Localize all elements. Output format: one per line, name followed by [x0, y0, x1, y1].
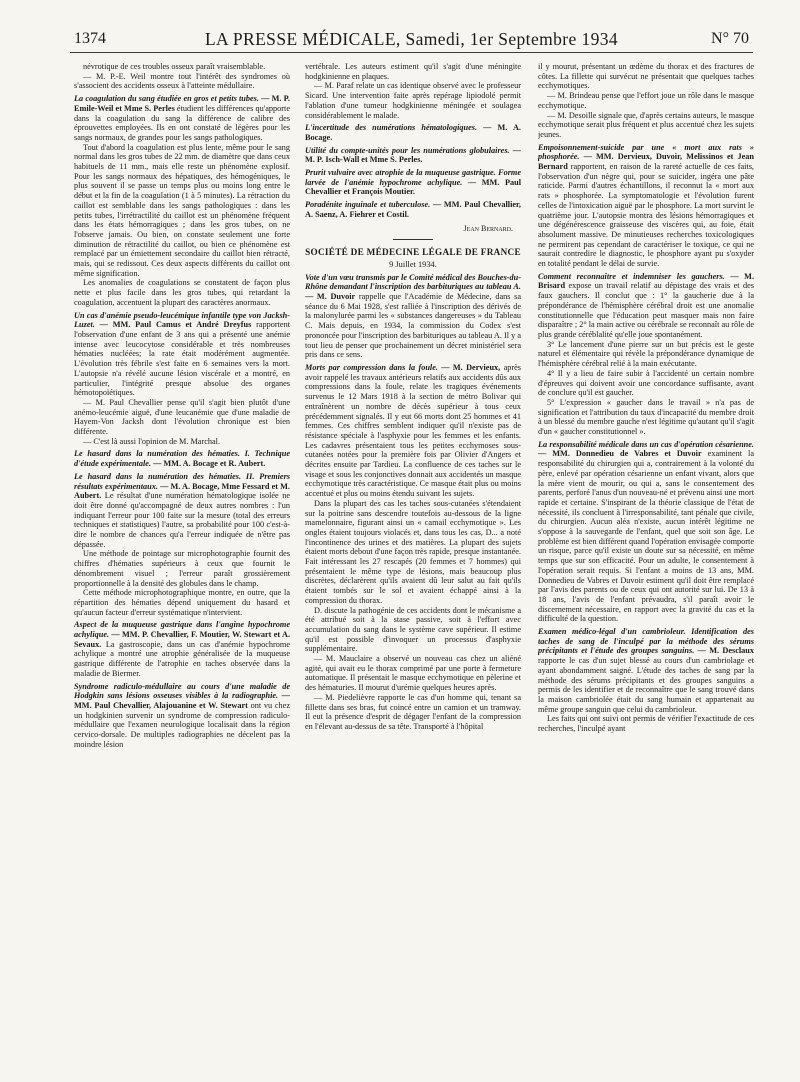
article-authors: — MM. Donnedieu de Vabres et Duvoir [538, 449, 702, 459]
article-body: expose un travail relatif au dépistage des vrais et des faux gauchers. Il conclut que : 1° la gaucherie due à la prépondérance de l'hémisphère cérébral droit est une anomalie constitutionnelle que l'éducation peut masquer mais non faire disparaître ; 2° la main active ou cérébrale se reconnaît au rôle de plus grande céréblalité qu'elle joue spontanément. [538, 281, 754, 339]
article-title: Poradénite inguinale et tuberculose. [305, 200, 431, 210]
text-paragraph: il y mourut, présentant un œdème du thorax et des fractures de côtes. La fillette qui survécut ne présentait que quelques taches ecchymotiques. [538, 62, 754, 91]
text-paragraph: — M. Paraf relate un cas identique observé avec le professeur Sicard. Une intervention faite après repérage lipiodolé permit l'ablation d'une tumeur hodgkinienne méningée et soulagea considérablement le malade. [305, 81, 521, 120]
article-body: rapportent l'observation d'une enfant de 3 ans qui a présenté une anémie intense avec leucocytose considérable et très nombreuses hématies nucléées; la rate était modérément augmentée. L'évolution très fébrile s'est faite en 6 semaines vers la mort. L'autopsie n'a révélé aucune lésion viscérale et a montré, en particulier, l'intégrité presque absolue des organes hémotopoïétiques. [74, 320, 290, 398]
article-authors: — M. Brisard [538, 271, 754, 291]
article-title: Le hasard dans la numération des hématies. II. Premiers résultats expérimentaux. [74, 471, 290, 491]
article-title: Prurit vulvaire avec atrophie de la muqueuse gastrique. Forme larvée de l'anémie hypochrome achylique. [305, 168, 521, 187]
column-2 [305, 62, 521, 1072]
article-authors: — M. Duvoir [305, 292, 356, 302]
article-title: La coagulation du sang étudiée en gros et petits tubes. [74, 94, 259, 104]
text-paragraph: 4° Il y a lieu de faire subir à l'accidenté un certain nombre d'épreuves qui doivent avoir une concordance suffisante, avant de conclure qu'il est gaucher. [538, 368, 754, 398]
article-body: Le résultat d'une numération hématologique isolée ne doit être donné qu'accompagné de deux autres nombres : l'un indiquant l'erreur pour 100 faite sur la mesure (total des erreurs techniques et statistiques) l'autre, sa probabilité pour 100 c'est-à-dire le nombre de chances qu'a l'erreur indiquée de n'être pas dépassée. [74, 491, 290, 549]
article-body: après avoir rappelé les travaux antérieurs relatifs aux accidents dûs aux compressions dans la foule, relate les tragiques événements survenus le 12 Mars 1918 à la section de métro Bolivar qui entraînèrent un nombre de décès supérieur à tous ceux précédemment signalés. Il y eut 66 morts dont 25 hommes et 41 femmes. Ces chiffres semblent indiquer qu'il n'existe pas de résistance spéciale à l'asphyxie pour les femmes et les enfants. Les cadavres présentaient tous les petites ecchymoses sous-cutanées notées pour la première fois par Olivier d'Angers et décrites ensuite par Tardieu. La confluence de ces taches sur le visage et sous les conjonctives donnait aux accidentés un masque ecchymotique très caractéristique. Ce masque était plus ou moins accentué et plus ou moins étendu suivant les sujets. [305, 362, 521, 499]
text-paragraph: 3° Le lancement d'une pierre sur un but précis est le geste naturel et élémentaire qui révèle la prépondérance dynamique de l'hémisphère cérébral relié à la main exécutante. [538, 339, 754, 369]
article-paragraph [538, 627, 754, 714]
page-number: 1374 [74, 30, 106, 47]
article-paragraph [538, 143, 754, 269]
article-title: Syndrome radiculo-médullaire au cours d'une maladie de Hodgkin sans lésions osseuses visibles à la radiographie. [74, 681, 290, 701]
article-authors: — M. A. Bocage, Mme Fessard et M. Aubert. [74, 481, 290, 501]
article-body: rappelle que l'Académie de Médecine, dans sa séance du 6 Mai 1928, s'est ralliée à l'inscription des dérivés de la malonylurée parmi les « substances dangereuses » du Tableau C. Mais depuis, en 1934, la commission du Codex s'est prononcée pour l'inscription des barbituriques au tableau A. Il y a tout lieu de penser que prochainement un décret ministériel sera pris dans ce sens. [305, 292, 521, 360]
column-2-society-a [305, 62, 521, 220]
text-paragraph: — M. Piedelièvre rapporte le cas d'un homme qui, tenant sa fillette dans ses bras, fut coincé entre un camion et un tramway. Il eut la présence d'esprit de dégager l'enfant de la compression en l'élevant au-dessus de sa tête. Transporté à l'hôpital [305, 692, 521, 731]
article-paragraph [305, 168, 521, 197]
article-body: étudient les différences qu'apporte dans la coagulation du sang la différence de calibre des éprouvettes employées. Ils en ont constaté de légères pour les sangs normaux, de grandes pour les sangs pathologiques. [74, 103, 290, 142]
article-title: Vote d'un vœu transmis par le Comité médical des Bouches-du-Rhône demandant l'inscription des barbituriques au tableau A. [305, 272, 521, 292]
article-title: Aspect de la muqueuse gastrique dans l'angine hypochrome achylique. [74, 620, 290, 640]
article-body: ont vu chez un hodgkinien survenir un syndrome de compression radiculo-médullaire que l'examen neurologique localisait dans la région cervico-dorsale. De multiples radiographies ne décelent pas la moindre lésion [74, 701, 290, 749]
article-authors: — MM. P. Chevallier, F. Moutier, W. Stewart et A. Sevaux. [74, 630, 290, 649]
article-title: Le hasard dans la numération des hématies. I. Technique d'étude expérimentale. [74, 449, 290, 469]
text-paragraph: Cette méthode microphotographique montre, en outre, que la répartition des hématies dépend uniquement du hasard et qu'aucun facteur d'erreur systématique n'intervient. [74, 588, 290, 617]
article-paragraph [305, 273, 521, 360]
signature: Jean Bernard. [463, 223, 513, 233]
text-paragraph: — M. Desoille signale que, d'après certains auteurs, le masque ecchymotique serait plus fréquent et plus accentué chez les sujets jeunes. [538, 110, 754, 139]
society-date: 9 Juillet 1934. [389, 259, 437, 269]
article-title: Utilité du compte-unités pour les numérations globulaires. [305, 145, 510, 155]
article-paragraph [305, 200, 521, 219]
article-title: L'incertitude des numérations hématologiques. [305, 123, 478, 133]
article-title: Comment reconnaître et indemniser les gauchers. [538, 271, 725, 281]
text-paragraph: vertébrale. Les auteurs estiment qu'il s'agit d'une méningite hodgkinienne en plaques. [305, 62, 521, 81]
article-paragraph [305, 146, 521, 165]
article-paragraph [74, 682, 290, 750]
article-authors: — MM. Paul Chevallier, Alajouanine et W. Stewart [74, 691, 290, 710]
masthead [70, 28, 753, 53]
issue-number: N° 70 [711, 30, 749, 47]
text-paragraph: — M. Mauclaire a observé un nouveau cas chez un aliéné agité, qui avait eu le thorax comprimé par une porte à fermeture automatique. Il présentait le masque ecchymotique en pèlerine et des hématuries. Il mourut d'urémie quelques heures après. [305, 654, 521, 693]
text-paragraph: Les anomalies de coagulations se constatent de façon plus nette et plus facile dans les gros tubes, qui retardant la coagulation, accentuent la plupart des caractères anormaux. [74, 278, 290, 307]
article-authors: — M. Dervieux, [441, 362, 501, 372]
text-paragraph: Tout d'abord la coagulation est plus lente, même pour le sang normal dans les gros tubes de 22 mm. de diamètre que dans ceux habituels de 11 mm., mais elle reste un phénomène explosif. Pour les sangs normaux des hépatiques, des hémogéniques, le plus souvent il se passe un temps plus ou moins long entre le début et la fin de la coagulation (1 à 5 minutes). La rétraction du caillot est semblable dans les sangs pathologiques : dans les petits tubes, l'irrétractilité du caillot est un phénomène fréquent dans les états hémorragiques ; dans les gros tubes, on ne l'observe jamais. Ou bien, on constate seulement une forte diminution de rétractilité du caillot, ou bien ce phénomène est remplacé par un émiettement secondaire du caillot bien rétracté, mais, qui se redissout. Ces deux aspects différents du caillot ont même signification. [74, 142, 290, 278]
divider-rule [393, 239, 433, 240]
article-authors: — M. P. Emile-Weil et Mme S. Perles [74, 94, 290, 113]
text-paragraph: — M. Brindeau pense que l'effort joue un rôle dans le masque ecchymotique. [538, 91, 754, 110]
column-2-society-b [305, 273, 521, 732]
article-paragraph [74, 94, 290, 143]
article-authors: — M. A. Bocage. [305, 123, 521, 142]
society-heading: SOCIÉTÉ DE MÉDECINE LÉGALE DE FRANCE [305, 247, 521, 258]
article-title: Un cas d'anémie pseudo-leucémique infantile type von Jacksh-Luzet. [74, 310, 290, 330]
article-paragraph [305, 363, 521, 499]
article-body: examinent la responsabilité du chirurgien qui a, contrairement à la volonté du père, enlevé par opération césarienne un enfant vivant, alors que la mère vient de mourir, ou qui a, sans le consentement des parents, perforé l'anus d'un nouveau-né et prévenu ainsi une mort rapide et certaine. S'inspirant de la théorie classique de l'état de nécessité, ils concluent à l'irresponsabilité, tant pénale que civile, du chirurgien. Aucun aléa n'existe, aucun intérêt légitime ne s'oppose à la sauvegarde de l'enfant, quel que soit son âge. Le problème est bien différent quand l'opération envisagée comporte un risque, parce qu'il existe un doute sur sa nécessité, en même temps que sur son efficacité. Pour un adulte, le consentement à l'opération serait requis. Si l'enfant a moins de 13 ans, MM. Donnedieu de Vabres et Duvoir estiment qu'il doit être remplacé par l'avis des parents ou de ceux qui ont autorité sur lui. De 13 à 18 ans, l'avis de l'enfant prévaudra, s'il paraît avoir le discernement nécessaire, en rapport avec la gravité du cas et la difficulté de la question. [538, 449, 754, 624]
article-authors: — MM. Paul Chevallier et François Moutier. [305, 177, 521, 197]
text-paragraph: névrotique de ces troubles osseux paraît vraisemblable. [83, 62, 266, 71]
article-title: Examen médico-légal d'un cambrioleur. Identification des taches de sang de l'inculpé par la méthode des sérums précipitants et l'étude des groupes sanguins. [538, 627, 754, 656]
article-title: Morts par compression dans la foule. [305, 362, 438, 372]
article-authors: — MM. Paul Camus et André Dreyfus [99, 320, 252, 330]
article-authors: — MM. A. Bocage et R. Aubert. [153, 459, 266, 469]
article-paragraph [538, 272, 754, 340]
text-paragraph: Dans la plupart des cas les taches sous-cutanées s'étendaient sur la poitrine sans descendre toutefois au-dessous de la ligne mamelonnaire, figurant ainsi un « camail ecchymotique ». Les ongles étaient toujours violacés et, dans tous les cas, D... a noté l'incontinence des urines et des matières. La plupart des sujets étaient morts debout d'une façon très rapide, presque instantanée. Fait intéressant les 27 rescapés (20 femmes et 7 hommes) qui présentaient le même type de lésions, mais beaucoup plus discrètes, déclarèrent qu'ils avaient dû leur salut au fait qu'ils étaient tombés sur le sol et avaient échappé ainsi à la compression du thorax. [305, 498, 521, 605]
text-paragraph: Une méthode de pointage sur microphotographie fournit des chiffres d'hématies supérieurs à ceux que fournit le dénombrement visuel ; l'erreur paraît grossièrement proportionnelle à la densité des globules dans le champ. [74, 549, 290, 588]
article-body: La gastroscopie, dans un cas d'anémie hypochrome achylique a montré une atrophie généralisée de la muqueuse gastrique différente de l'atrophie en taches observée dans la maladie de Biermer. [74, 639, 290, 678]
text-paragraph: — C'est là aussi l'opinion de M. Marchal. [83, 436, 221, 446]
article-paragraph [74, 311, 290, 398]
article-authors: — M. P. Isch-Wall et Mme S. Perles. [305, 145, 521, 165]
article-paragraph [538, 440, 754, 624]
article-title: Empoisonnement-suicide par une « mort aux rats » phosphorée. [538, 142, 754, 162]
journal-title: LA PRESSE MÉDICALE, Samedi, 1er Septembre 1934 [204, 29, 619, 49]
column-1 [74, 62, 290, 1072]
text-paragraph: — M. Paul Chevallier pense qu'il s'agit bien plutôt d'une anémo-leucémie aiguë, d'une leucanémie que d'une maladie de Hayem-Von Jacksh dont l'évolution chronique est bien différente. [74, 397, 290, 437]
article-body: rapporte le cas d'un sujet blessé au cours d'un cambriolage et ayant abondamment saigné. L'étude des taches de sang par la méthode des sérums précipitants et des groupes sanguins a permis de les identifier et de reconnaître que le sang trouvé dans la maison cambriolée était du sang humain et appartenait au même groupe sanguin que celui du cambrioleur. [538, 656, 754, 714]
article-authors: — M. Desclaux [697, 646, 754, 656]
column-3 [538, 62, 754, 1072]
article-authors: — MM. Dervieux, Duvoir, Melissinos et Jean Bernard [538, 152, 754, 172]
text-paragraph: 5° L'expression « gaucher dans le travail » n'a pas de signification et l'attribution du taux d'incapacité du membre droit à un blessé du membre gauche n'est légitime qu'autant qu'il s'agit d'un « gaucher constitutionnel ». [538, 397, 754, 437]
article-authors: — MM. Paul Chevallier, A. Saenz, A. Fiehrer et Costil. [305, 200, 521, 219]
article-title: La responsabilité médicale dans un cas d'opération césarienne. [538, 439, 754, 449]
text-paragraph: Les faits qui ont suivi ont permis de vérifier l'exactitude de ces recherches, l'inculpé ayant [538, 714, 754, 734]
text-paragraph: D. discute la pathogénie de ces accidents dont le mécanisme a été attribué soit à la stase passive, soit à l'effort avec accumulation du sang dans le système cave supérieur. Il estime qu'il est possible d'invoquer un processus d'asphyxie supplémentaire. [305, 605, 521, 654]
article-paragraph [74, 472, 290, 550]
article-paragraph [305, 123, 521, 142]
text-paragraph: — M. P.-E. Weil montre tout l'intérêt des syndromes où s'associent des accidents osseux à l'atteinte médullaire. [74, 71, 290, 91]
article-body: rapportent, en raison de la rareté actuelle de ces faits, l'observation d'un nègre qui, pour se suicider, ingéra une pâte raticide. Parmi d'autres échantillons, il reconnut la « mort aux rats » phosphorée. La symptomatologie et l'évolution furent celles de l'intoxication aiguë par le phosphore. La mort survint le quatrième jour. L'autopsie montra des lésions hémorragiques et une dégénérescence graisseuse des viscères qui, au foie, était absolument massive. De minutieuses recherches toxicologiques ne permirent pas cependant de caractériser le toxique, ce qui ne saurait contredire le diagnostic, le phosphore ayant pu s'oxyder en totalité pendant le délai de survie. [538, 162, 754, 269]
article-paragraph [74, 449, 290, 468]
article-paragraph [74, 620, 290, 678]
